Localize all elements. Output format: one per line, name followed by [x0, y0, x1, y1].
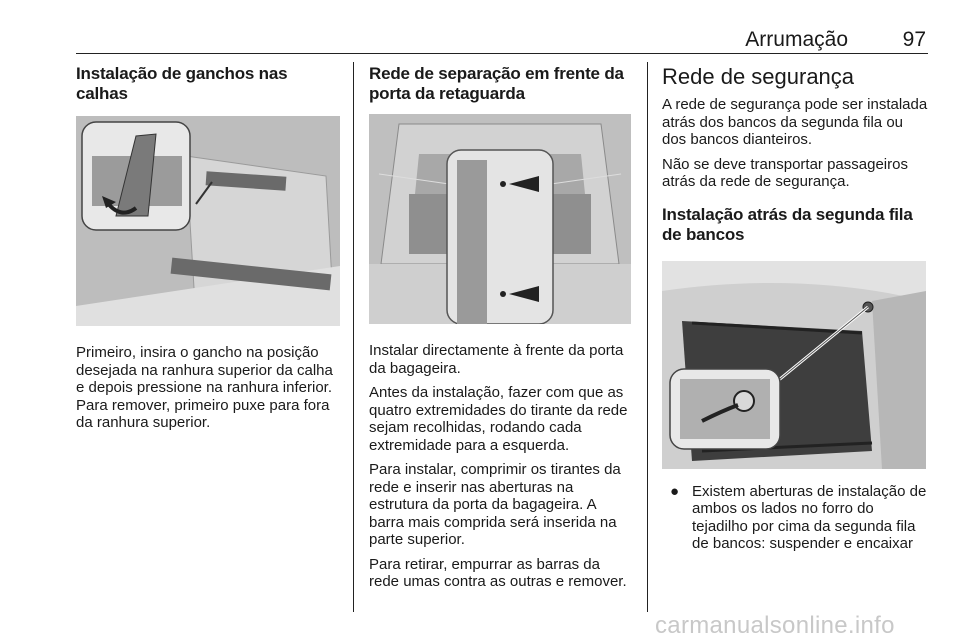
- column-rail-hooks: [76, 64, 342, 439]
- partition-net-paragraph: Antes da instalação, fazer com que as quatro extremidades do tirante da rede sejam recolhidas, rodando cada extremidade para a esquerda.: [369, 384, 628, 454]
- section-title: Arrumação: [745, 28, 848, 51]
- tailgate-net-illustration: [369, 114, 631, 324]
- safety-net-paragraph: A rede de segurança pode ser instalada atrás dos bancos da segunda fila ou dos bancos dianteiros.: [662, 96, 928, 148]
- watermark-text: carmanualsonline.info: [655, 612, 895, 639]
- partition-net-paragraph: Instalar directamente à frente da porta da bagageira.: [369, 342, 624, 377]
- column-divider-left: [353, 62, 354, 612]
- rail-hook-illustration: [76, 116, 340, 326]
- install-bullet-item: [662, 483, 928, 553]
- safety-net-title: Rede de segurança: [662, 64, 855, 89]
- second-row-install-heading: Instalação atrás da segunda fila de bancos: [662, 204, 913, 244]
- install-bullet-text: Existem aberturas de instalação de ambos os lados no forro do tejadilho por cima da segunda fila de bancos: suspender e encaixar: [692, 482, 927, 552]
- bullet-dot: ●: [670, 482, 680, 500]
- column-safety-net: [662, 64, 928, 553]
- column-partition-net: [369, 64, 633, 598]
- safety-net-paragraph: Não se deve transportar passageiros atrás da rede de segurança.: [662, 155, 908, 190]
- partition-net-paragraph: Para retirar, empurrar as barras da rede umas contra as outras e remover.: [369, 555, 627, 590]
- safety-net-illustration: [662, 261, 926, 469]
- partition-net-heading: Rede de separação em frente da porta da retaguarda: [369, 64, 624, 103]
- rail-hooks-heading: Instalação de ganchos nas calhas: [76, 64, 288, 103]
- partition-net-text: [369, 342, 633, 591]
- page-number: 97: [902, 28, 926, 51]
- rail-hooks-paragraph: Primeiro, insira o gancho na posição desejada na ranhura superior da calha e depois pressione na ranhura inferior. Para remover, primeiro puxe para fora da ranhura superior.: [76, 344, 333, 431]
- column-divider-right: [647, 62, 648, 612]
- page-header: [76, 24, 928, 54]
- partition-net-paragraph: Para instalar, comprimir os tirantes da rede e inserir nas aberturas na estrutura da porta da bagageira. A barra mais comprida será inserida na parte superior.: [369, 461, 621, 548]
